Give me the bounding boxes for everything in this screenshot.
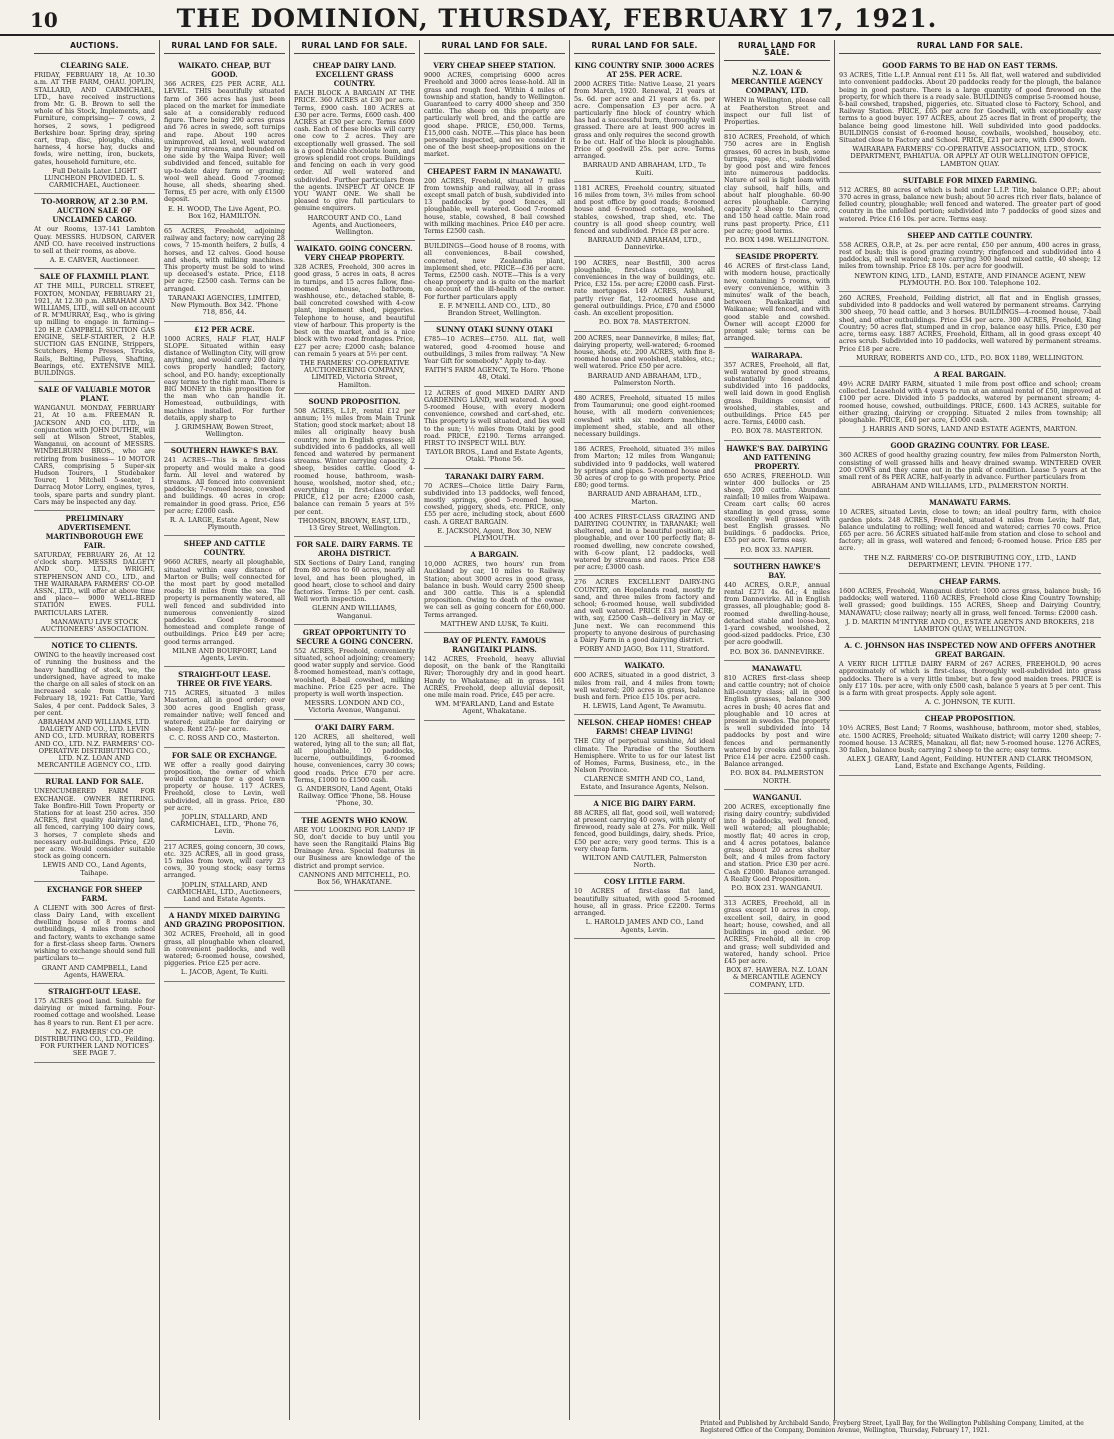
ad-headline: TARANAKI DAIRY FARM. — [445, 471, 544, 481]
ad-headline: FOR SALE. DAIRY FARMS. TE AROHA DISTRICT. — [296, 540, 413, 559]
ad-headline: GREAT OPPORTUNITY TO SECURE A GOING CONCERN. — [296, 627, 413, 646]
classified-ad — [294, 720, 415, 813]
ad-advertiser: GRANT AND CAMPBELL, Land Agents, HAWERA. — [41, 963, 148, 979]
classified-ad — [34, 194, 155, 269]
classified-ad — [574, 392, 715, 443]
column-heading: RURAL LAND FOR SALE. — [724, 40, 830, 61]
classified-ad — [574, 332, 715, 392]
classified-ad — [294, 394, 415, 537]
ad-headline: WAIKATO. GOING CONCERN. VERY CHEAP PROPERTY. — [296, 244, 413, 263]
ad-advertiser: BARRAUD AND ABRAHAM, LTD., Te Kuiti. — [582, 161, 707, 177]
classified-ad — [724, 131, 830, 249]
ad-headline: O'AKI DAIRY FARM. — [314, 722, 395, 732]
column-4 — [420, 40, 570, 1420]
ad-body-text: 142 ACRES, Freehold, heavy alluvial deposit, on the bank of the Rangitaiki River; Thoroughly dry and in good heart. Handy to Whakatane; all in grass. 161 ACRES, Freehold, deep alluvial deposit, one mile main road. Price, £45 per acre. — [424, 655, 565, 700]
ad-body-text: At our Rooms, 137-141 Lambton Quay. MESSRS. HUDSON, CARVER AND CO. have received instructions to sell at their rooms, as above. — [34, 225, 155, 256]
classified-ad — [724, 790, 830, 897]
ad-headline: SALE OF FLAXMILL PLANT. — [39, 272, 150, 282]
ad-advertiser: THOMSON, BROWN, EAST, LTD., 13 Grey Street, Wellington. — [298, 516, 411, 532]
ad-body-text: 558 ACRES, O.R.P., at 2s. per acre rental, £50 per annum, 400 acres in grass, rest of bush; this is good grazing country; ringfenced and subdivided into 4 paddocks, all well watered; now carrying 300 head mixed cattle, 40 sheep; 12 miles from township. Price £8 10s. per acre for goodwill. — [839, 240, 1101, 271]
classified-ad — [34, 882, 155, 984]
ad-advertiser: JOPLIN, STALLARD, AND CARMICHAEL, LTD., Auctioneers, Land and Estate Agents. — [167, 880, 282, 904]
ad-advertiser: R. A. LARGE, Estate Agent, New Plymouth. — [169, 515, 280, 532]
ad-body-text: 313 ACRES, Freehold, all in grass except 10 acres in crop, excellent soil, dairy, in good heart; house, cowshed, and all buildings in good order. 96 ACRES, Freehold, all in crop and grass; well subdivided and watered, handy school. Price £45 per acre. — [724, 899, 830, 965]
classified-ad — [574, 658, 715, 715]
ad-headline: STRAIGHT-OUT LEASE. THREE OR FIVE YEARS. — [176, 670, 273, 689]
classified-ad — [294, 241, 415, 393]
classified-ad — [424, 58, 565, 163]
classified-ad — [424, 387, 565, 469]
ad-advertiser: BARRAUD AND ABRAHAM, LTD., Palmerston North. — [587, 371, 702, 387]
ad-advertiser: TAYLOR BROS., Land and Estate Agents, Otaki. 'Phone 56. — [425, 448, 564, 464]
ad-body-text: 217 ACRES, going concern, 30 cows, etc. 325 ACRES, all in good grass, 15 miles from town, will carry 23 cows, 30 young stock; easy terms arranged. — [164, 842, 285, 880]
ad-advertiser: HARCOURT AND CO., Land Agents, and Auctioneers, Wellington. — [307, 213, 402, 237]
column-heading: RURAL LAND FOR SALE. — [574, 40, 715, 54]
ad-advertiser: P.O. BOX 84. PALMERSTON NORTH. — [730, 769, 824, 785]
ad-advertiser: TARANAKI AGENCIES, LIMITED, New Plymouth. Box 342. 'Phone 718, 856, 44. — [168, 293, 281, 317]
ad-body-text: 9660 ACRES, nearly all ploughable, situated within easy distance of Marton or Bulls; well connected for the most part by good metalled roads; 18 miles from the sea. The property is permanently watered, all well fenced and subdivided into numerous conveniently sized paddocks. Good 8-roomed homestead and complete range of outbuildings. Price £49 per acre; good terms arranged. — [164, 558, 285, 646]
ad-advertiser: CANNONS AND MITCHELL, P.O. Box 56, WHAKATANE. — [298, 870, 411, 887]
classified-ad — [839, 495, 1101, 574]
ad-body-text: 10½ ACRES, Best Land; 7 Rooms, washhouse, bathroom, motor shed, stables, etc. 1500 ACRES, Freehold; situated Waikato district; will carry 1200 sheep; 7-roomed house. 13 ACRES, Manakau, all flat; new 5-roomed house. 1276 ACRES, 30 fallen, balance bush; carrying 2 sheep to the acre; easy terms. — [839, 724, 1101, 755]
ad-headline: A. C. JOHNSON HAS INSPECTED NOW AND OFFERS ANOTHER GREAT BARGAIN. — [844, 641, 1096, 660]
ad-advertiser: N.Z. FARMERS' CO-OP. DISTRIBUTING CO., LTD., Feilding. FOR FURTHER LAND NOTICES SEE PAGE 7. — [34, 1027, 155, 1058]
ad-body-text: 10 ACRES, situated Levin, close to town; an ideal poultry farm, with choice garden plots. 248 ACRES, Freehold, situated 4 miles from Levin; half flat, balance undulating to rolling; well fenced and watered; carries 70 cows. Price £65 per acre. 56 ACRES situated half-mile from station and close to school and factory; all in grass, well watered and fenced; 6-roomed house. Price £85 per acre. — [839, 508, 1101, 553]
ad-body-text: 1600 ACRES, Freehold, Wanganui district: 1000 acres grass, balance bush; 16 paddocks; well watered. 1160 ACRES, Freehold close King Country Township; well grassed; good buildings. 155 ACRES, Sheep and Dairying Country, MANAWATU; close railway; nearly all in grass, well fenced. Terms: £2000 cash. — [839, 586, 1101, 617]
ad-headline: KING COUNTRY SNIP. 3000 ACRES AT 25S. PER ACRE. — [574, 61, 715, 80]
classified-ad — [34, 58, 155, 194]
ad-advertiser: ALEX J. GEARY, Land Agent, Feilding. HUNTER AND CLARK THOMSON, Land, Estate and Exchange Agents, Feilding. — [847, 755, 1093, 771]
ad-headline: COSY LITTLE FARM. — [603, 877, 686, 887]
classified-ad — [34, 382, 155, 511]
ad-advertiser: MILNE AND BOURFORT, Land Agents, Levin. — [172, 646, 277, 663]
column-6 — [720, 40, 835, 1420]
ad-body-text: 200 ACRES, exceptionally fine rising dairy country; subdivided into 8 paddocks, well fenced, well watered; all ploughable; mostly flat; 40 acres in crop, and 4 acres potatoes, balance grass; about 20 acres shelter belt, and 4 miles from factory and station. Price £30 per acre. Cash £2000. Balance arranged. A Really Good Proposition. — [724, 802, 830, 883]
ad-body-text: EACH BLOCK A BARGAIN AT THE PRICE. 360 ACRES at £30 per acre. Terms, £900 cash. 180 ACRES at £30 per acre. Terms, £600 cash. 400 ACRES at £30 per acre. Terms £600 cash. Each of these blocks will carry one cow to 2 acres. They are exceptionally well grassed. The soil is a good friable chocolate loam, and grows splendid root crops. Buildings and fencing on each in very good order. All well watered and subdivided. Further particulars from the agents. INSPECT AT ONCE IF YOU WANT ONE. We shall be pleased to give full particulars to genuine enquirers. — [294, 89, 415, 213]
classified-ad — [839, 438, 1101, 495]
ad-body-text: 200 ACRES, Freehold, situated 7 miles from township and railway, all in grass except small patch of bush, subdivided into 13 paddocks by good fences, all ploughable, well watered. Good 7-roomed house, stable, cowshed, 8 bail cowshed with milking machines. Price £40 per acre. Terms £2500 cash. — [424, 176, 565, 236]
classified-ad — [839, 173, 1101, 228]
ad-body-text: BUILDINGS—Good house of 8 rooms, with all conveniences, 8-bail cowshed, concreted, new Zealandia plant, implement shed, etc. PRICE—£36 per acre. Terms, £2500 cash. NOTE—This is a very cheap property and is quite on the market on account of the ill-health of the owner. For further particulars apply — [424, 242, 565, 301]
ad-advertiser: BOX 87. HAWERA. N.Z. LOAN & MERCANTILE AGENCY COMPANY, LTD. — [726, 966, 828, 989]
ad-headline: SUITABLE FOR MIXED FARMING. — [902, 175, 1038, 185]
classified-ad — [839, 574, 1101, 638]
ad-advertiser: MANAWATU LIVE STOCK AUCTIONEERS' ASSOCIATION. — [40, 617, 149, 633]
classified-ad — [294, 813, 415, 892]
ad-headline: CLEARING SALE. — [60, 61, 129, 71]
ad-body-text: WHEN in Wellington, please call at Featherston Street and inspect our full list of Properties. — [724, 96, 830, 127]
classified-ad — [574, 58, 715, 182]
ad-body-text: 366 ACRES, £25 PER ACRE, ALL LEVEL. THIS beautifully situated farm of 366 acres has just been placed on the market for immediate sale at a considerably reduced figure. There being 290 acres grass and 76 acres in swede, soft turnips and rape. About 190 acres unimproved, all level, well watered by running streams, and bounded on one side by the Waipa River; well subdivided and fenced, suitable for up-to-date dairy farm or grazing; wool well ahead. Good 7-roomed house, all sheds, shearing shed. Terms, £5 per acre, with only £1500 deposit. — [164, 80, 285, 204]
ad-headline: SEASIDE PROPERTY. — [735, 252, 819, 262]
ad-body-text: 357 ACRES, Freehold, all flat, well watered by good streams, substantially fenced and subdivided into 16 paddocks, well laid down in good English grass. Buildings consist of woolshed, stables, and outbuildings. Price £45 per acre. Terms, £4000 cash. — [724, 360, 830, 427]
ad-body-text: SATURDAY, FEBRUARY 26, At 12 o'clock sharp. MESSRS DALGETY AND CO., LTD., WRIGHT, STEPHENSON AND CO., LTD., and THE WAIRARAPA FARMERS' CO-OP. ASSN., LTD., will offer at above time and place— 9000 WELL-BRED STATION EWES. FULL PARTICULARS LATER. — [34, 550, 155, 617]
ad-headline: SOUTHERN HAWKE'S BAY. — [170, 446, 279, 456]
classified-ad — [574, 443, 715, 511]
ad-body-text: 328 ACRES, Freehold, 300 acres in good grass, 5 acres in oats, 8 acres in turnips, and 15 acres fallow, fine-roomed house, bathroom, washhouse, etc., detached stable, 8-bail concreted cowshed with 4-cow plant, implement shed, piggeries. Telephone to house, and beautiful view of harbour. This property is the best on the market, and is a nice block with two road frontages. Price, £27 per acre; £2000 cash; balance can remain 5 years at 5½ per cent. — [294, 263, 415, 358]
ad-advertiser: WM. M'FARLAND, Land and Estate Agent, Whakatane. — [435, 700, 554, 716]
ad-headline: CHEAP DAIRY LAND. EXCELLENT GRASS COUNTRY. — [312, 61, 397, 89]
ad-body-text: 190 ACRES, near Bestfill, 300 acres ploughable, first-class country, all conveniences in the way of buildings, etc. Price, £32 15s. per acre; £2000 cash. First-rate mortgages. 149 ACRES, Ashhurst, partly river flat, 12-roomed house and general outbuildings. Price, £70 and £5000 cash. An excellent proposition. — [574, 258, 715, 318]
ad-body-text: 650 ACRES, FREEHOLD. Will winter 400 bullocks or 25 sheep, 200 cattle. Abundant rainfall; 10 miles from Waipawa. Cream cart calls; 60 acres standing in good grass, some excellently well grassed with best English grasses. No buildings. 6 paddocks. Price, £55 per acre. Terms easy. — [724, 471, 830, 545]
ad-advertiser: MURRAY, ROBERTS AND CO., LTD., P.O. BOX 1189, WELLINGTON. — [856, 353, 1084, 362]
ad-advertiser: LEWIS AND CO., Land Agents, Taihape. — [42, 861, 147, 877]
classified-ad — [574, 257, 715, 332]
ad-advertiser: P.O. BOX 33. NAPIER. — [740, 545, 814, 554]
ad-body-text: 276 ACRES EXCELLENT DAIRY-ING COUNTRY, on Hopelands road, mostly fir sand, and three miles from factory and school; 6-roomed house, well subdivided and well watered. PRICE £33 per ACRE, with, say, £2500 Cash—delivery in May or June next. We can recommend this property to anyone desirous of purchasing a Dairy Farm in a good dairying district. — [574, 578, 715, 645]
classified-ad — [724, 897, 830, 993]
classified-ad — [839, 638, 1101, 711]
classified-ad — [164, 908, 285, 981]
ad-advertiser: BARRAUD AND ABRAHAM, LTD., Marton. — [587, 490, 702, 506]
ad-headline: N.Z. LOAN & MERCANTILE AGENCY COMPANY, LTD. — [731, 68, 823, 96]
classified-ad — [424, 240, 565, 322]
ad-headline: WAIKATO. CHEAP, BUT GOOD. — [178, 61, 271, 80]
classified-ad — [574, 796, 715, 875]
classified-ad — [839, 228, 1101, 292]
ad-headline: CHEAP FARMS. — [939, 576, 1001, 586]
ad-headline: WANGANUI. — [752, 792, 802, 802]
ad-body-text: 93 ACRES, Title L.I.P. Annual rent £11 5s. All flat, well watered and subdivided into convenient paddocks. About 20 paddocks ready for the plough, the balance being in good pasture. There is a large quantity of good firewood on the property, for which there is a ready sale. BUILDINGS comprise 5-roomed house, 6-bail cowshed, trapshed, piggeries, etc. Situated close to Factory, School, and Railway Station. PRICE, £65 per acre for Goodwill, with exceptionally easy terms to a good buyer. 197 ACRES, about 25 acres flat in front of property, the balance being good limestone hill. Well subdivided into good paddocks. BUILDINGS consist of 6-roomed house, cowbails, woolshed, houseboy, etc. Situated close to Factory and School. PRICE, £21 per acre, with £900 down. — [839, 71, 1101, 145]
ad-body-text: WE offer a really good dairying proposition, the owner of which would exchange for a good town property or house. 117 ACRES, Freehold, close to Levin, well subdivided, all in grass. Price, £80 per acre. — [164, 760, 285, 812]
ad-advertiser: E. F. M'NEILL AND CO., LTD., 80 Brandon Street, Wellington. — [438, 301, 551, 318]
ad-advertiser: A. C. JOHNSON, TE KUITI. — [924, 698, 1016, 707]
ad-headline: GOOD GRAZING COUNTRY. FOR LEASE. — [890, 441, 1050, 451]
ad-body-text: 46 ACRES of first-class Land, with modern house, practically new, containing 5 rooms, with every convenience, within 3 minutes' walk of the beach, between Paekakariki and Waikanae; well fenced, and with good stable and cowshed. Owner will accept £2000 for prompt sale; terms can be arranged. — [724, 262, 830, 343]
ad-headline: TO-MORROW, AT 2.30 P.M. AUCTION SALE OF UNCLAIMED CARGO. — [41, 197, 148, 225]
ad-body-text: 810 ACRES first-class sheep and cattle country; not of choice hill-country class; all in good English grasses, balance 300 acres in bush; 40 acres flat and ploughable and 10 acres at present in swedes. The property is well subdivided into 14 paddocks by post and wire fences and permanently watered by creeks and springs. Price £14 per acre. £2500 cash. Balance arranged. — [724, 673, 830, 769]
ad-body-text: 810 ACRES, Freehold, of which 750 acres are in English grasses, 60 acres in bush, some turnips, rape, etc., subdivided by good post and wire fences into numerous paddocks. Nature of soil is light loam with clay subsoil, half hills, and about half ploughable. 60-90 acres ploughable. Carrying capacity 2 sheep to the acre, and 150 head cattle. Main road runs past property. Price, £11 per acre; good terms. — [724, 133, 830, 235]
classified-ad — [574, 576, 715, 658]
classified-ad — [34, 774, 155, 881]
ad-headline: WAIKATO. — [624, 661, 665, 671]
column-3 — [290, 40, 420, 1420]
classified-ad — [164, 667, 285, 747]
ad-body-text: SIX Sections of Dairy Land, ranging from 80 acres to 60 acres, nearly all level, and has been ploughed, in good heart, close to school and dairy factories. Terms: 15 per cent. cash. Well worth inspection. — [294, 559, 415, 604]
classified-ad — [724, 348, 830, 441]
classified-ad — [164, 322, 285, 444]
ad-body-text: 65 ACRES, Freehold, adjoining railway and factory; now carrying 28 cows, 7 15-month heifers, 2 bulls, 4 horses, and 12 calves. Good house and sheds, with milking machines. This property must be sold to wind up deceased's estate. Price, £118 per acre; £2500 cash. Terms can be arranged. — [164, 227, 285, 293]
ad-headline: THE AGENTS WHO KNOW. — [301, 815, 408, 825]
ad-body-text: 9000 ACRES, comprising 6000 acres Freehold and 3000 acres lease-hold. All in grass and rough feed. Within 4 miles of township and station, handy to Wellington. Guaranteed to carry 4000 sheep and 350 cattle. The sheep on this property are particularly well bred, and the cattle are good shape. PRICE, £50,000. Terms, £15,000 cash. NOTE.—This place has been personally inspected, and we consider it one of the best sheep-propositions on the market. — [424, 71, 565, 159]
ad-advertiser: Full Details Later. LIGHT LUNCHEON PROVIDED. L. S. CARMICHAEL, Auctioneer. — [44, 166, 145, 190]
ad-body-text: 175 ACRES good land. Suitable for dairying or mixed farming. Four-roomed cottage and woolshed. Lease has 8 years to run. Rent £1 per acre. — [34, 996, 155, 1027]
ad-headline: PRELIMINARY ADVERTISEMENT. MARTINBOROUGH EWE FAIR. — [45, 513, 144, 550]
ad-advertiser: A. E. CARVER, Auctioneer. — [49, 256, 140, 265]
ad-body-text: £785—10 ACRES—£750. ALL flat, well watered, good 4-roomed house and outbuildings, 3 miles from railway. "A New Year Gift for somebody." Apply to-day. — [424, 335, 565, 365]
classified-ad — [574, 874, 715, 938]
classified-ad — [839, 292, 1101, 367]
ad-advertiser: C. C. ROSS AND CO., Masterton. — [169, 734, 280, 743]
column-1 — [30, 40, 160, 1420]
classified-ad — [424, 547, 565, 633]
classified-ad — [574, 511, 715, 577]
ad-headline: A REAL BARGAIN. — [933, 369, 1007, 379]
ad-body-text: 508 ACRES, L.I.P., rental £12 per annum; 1½ miles from Main Trunk Station; good stock market; about 18 miles all originally heavy bush country, now in English grasses; all subdivided into 6 paddocks, all well fenced and watered by permanent streams. Winter carrying capacity, 2 sheep, besides cattle. Good 4-roomed house, bathroom, wash-house, woolshed, motor shed, etc.; everything in first-class order. PRICE, £12 per acre; £2000 cash, balance can remain 5 years at 5½ per cent. — [294, 406, 415, 516]
ad-advertiser: WILTON AND CAUTLER, Palmerston North. — [582, 854, 707, 870]
ad-headline: SUNNY OTAKI SUNNY OTAKI — [436, 325, 553, 335]
ad-headline: VERY CHEAP SHEEP STATION. — [433, 61, 556, 71]
ad-advertiser: P.O. BOX 78. MASTERTON. — [731, 427, 823, 436]
ad-body-text: A CLIENT with 300 Acres of first-class Dairy Land, with excellent dwelling house of 8 rooms and outbuildings, 4 miles from school and factory, wants to exchange same for a first-class sheep farm. Owners wishing to exchange should send full particulars to— — [34, 903, 155, 963]
ad-headline: SALE OF VALUABLE MOTOR PLANT. — [38, 385, 151, 404]
classified-ad — [724, 661, 830, 790]
ad-advertiser: L. HAROLD JAMES AND CO., Land Agents, Levin. — [585, 918, 704, 934]
ad-body-text: AT THE MILL, PURCELL STREET, FOXTON, MONDAY, FEBRUARY 21, 1921, At 12.30 p.m. ABRAHAM AND WILLIAMS, LTD., will sell on account of R. M'MURRAY, Esq., who is giving up milling to engage in farming— 120 H.P. CAMPBELL SUCTION GAS ENGINE, SELF-STARTER, 2 H.P. SUCTION GAS ENGINE, Strippers, Scutchers, Hemp Presses, Trucks, Rails, Belting, Pulleys, Shafting, Bearings, etc. EXTENSIVE MILL BUILDINGS. — [34, 282, 155, 377]
ad-body-text: 302 ACRES, Freehold, all in good grass, all ploughable when cleared, in convenient paddocks, and well watered; 6-roomed house, cowshed, piggeries. Price £25 per acre. — [164, 930, 285, 968]
classified-ad — [424, 164, 565, 241]
ad-body-text: 12 ACRES of good MIXED DAIRY AND GARDENING LAND, well watered. A good 5-roomed House, with every modern convenience, cowshed and cart-shed, etc. This property is well situated, and lies well to the sun; 1½ miles from Otaki by good road. PRICE, £2190. Terms arranged. FIRST TO INSPECT WILL BUY. — [424, 388, 565, 447]
classified-ad — [574, 715, 715, 795]
classified-ad — [164, 443, 285, 536]
classified-ad — [724, 65, 830, 131]
masthead — [0, 0, 1114, 36]
ad-advertiser: E. H. WOOD, The Live Agent, P.O. Box 162, HAMILTON. — [168, 204, 281, 220]
ad-body-text: WANGANUI. MONDAY, FEBRUARY 21, At 10 a.m. FREEMAN R. JACKSON AND CO., LTD., in conjunction with JOHN DUTHIE, will sell at Wilson Street, Stables, Wanganui, on account of MESSRS. WINDELBURN BROS., who are retiring from business— 10 MOTOR CARS, comprising 5 Super-six Hudson Tourers, 1 Studebaker Tourer, 1 Mitchell 5-seater, 1 Darracq Motor Lorry, engines, tyres, tools, spare parts and sundry plant. Cars may be inspected any day. — [34, 404, 155, 506]
page-columns — [30, 40, 1105, 1420]
ad-headline: NELSON. CHEAP HOMES! CHEAP FARMS! CHEAP LIVING! — [577, 718, 712, 737]
ad-headline: SHEEP AND CATTLE COUNTRY. — [907, 230, 1033, 240]
ad-headline: A HANDY MIXED DAIRYING AND GRAZING PROPOSITION. — [164, 911, 285, 930]
ad-headline: GOOD FARMS TO BE HAD ON EAST TERMS. — [882, 61, 1058, 71]
ad-body-text: 440 ACRES, O.R.P., annual rental £271 4s. 6d.; 4 miles from Dannevirke. All in English grasses, all ploughable; good 8-roomed dwelling-house, detached stable and loose-box, 1-yard cowshed, woolshed, 2 good-sized paddocks. Price, £30 per acre goodwill. — [724, 580, 830, 647]
ad-body-text: 70 ACRES—Choice little Dairy Farm, subdivided into 13 paddocks, well fenced, mostly springs, good 5-roomed house, cowshed, piggery, sheds, etc. PRICE, only £55 per acre, including stock, about £600 cash. A GREAT BARGAIN. — [424, 481, 565, 526]
classified-ad — [424, 633, 565, 721]
ad-headline: SOUND PROPOSITION. — [308, 396, 401, 406]
ad-advertiser: GLENN AND WILLIAMS, Wanganui. — [312, 604, 397, 620]
ad-body-text: THE City of perpetual sunshine, Ad ideal climate. The Paradise of the Southern Hemisphere. Write to us for our latest list of Homes, Farms, Business, etc., in the Nelson Province. — [574, 737, 715, 775]
ad-advertiser: P.O. BOX 36. DANNEVIRKE. — [729, 647, 825, 656]
ad-advertiser: FORBY AND JAGO, Box 111, Stratford. — [579, 645, 710, 654]
ad-advertiser: ABRAHAM AND WILLIAMS, LTD. DALGETY AND CO., LTD. LEVIN AND CO., LTD. MURRAY, ROBERTS AND CO., LTD. N.Z. FARMERS' CO-OPERATIVE DISTRIBUTING CO., LTD. N.Z. LOAN AND MERCANTILE AGENCY CO., LTD. — [34, 718, 155, 770]
ad-body-text: 552 ACRES, Freehold, conveniently situated, school adjoining; creamery; good water supply and service. Good 8-roomed homestead, man's cottage, woolshed, 8-bail cowshed, milking machine. Price £25 per acre. The property is well worth inspection. — [294, 646, 415, 699]
classified-ad — [34, 511, 155, 638]
ad-advertiser: JOPLIN, STALLARD, AND CARMICHAEL, LTD., 'Phone 76, Levin. — [170, 813, 279, 836]
page-number: 10 — [30, 8, 58, 32]
classified-ad — [34, 269, 155, 382]
ad-headline: EXCHANGE FOR SHEEP FARM. — [46, 884, 143, 903]
ad-advertiser: P.O. BOX 78. MASTERTON. — [598, 318, 691, 327]
ad-advertiser: P.O. BOX 1498. WELLINGTON. — [725, 236, 829, 245]
ad-headline: MANAWATU. — [751, 663, 803, 673]
ad-body-text: 49½ ACRE DAIRY FARM, situated 1 mile from post office and school; cream collected. Leasehold with 4 years to run at an annual rental of £50, improved at £100 per acre. Divided into 5 paddocks, watered by permanent stream; 4-roomed house, cowshed, outbuildings. PRICE, £600. 143 ACRES, suitable for either grazing, dairying or cropping. Situated 2 miles from township; all ploughable. PRICE, £40 per acre, £1000 cash. — [839, 379, 1101, 424]
classified-ad — [424, 469, 565, 548]
ad-body-text: 241 ACRES—This is a first-class property and would make a good farm. All level and watered by streams. All fenced into convenient paddocks; 7-roomed house, cowshed and buildings. 40 acres in crop; remainder in good grass. Price, £56 per acre; £2000 cash. — [164, 456, 285, 515]
classified-ad — [294, 58, 415, 241]
column-7 — [835, 40, 1105, 1420]
classified-ad — [424, 322, 565, 386]
classified-ad — [164, 748, 285, 841]
classified-ad — [34, 638, 155, 774]
classified-ad — [574, 182, 715, 257]
ad-advertiser: J. GRIMSHAW, Bowen Street, Wellington. — [175, 422, 274, 439]
ad-body-text: UNENCUMBERED FARM FOR EXCHANGE. OWNER RETIRING. Take Bonfire-Hill Town Property or Stations for at least 250 acres. 350 ACRES, first quality dairying land, all fenced, carrying 100 dairy cows, 3 horses, 7 complete sheds and necessary out-buildings. Price, £20 per acre. Would consider suitable stock as going concern. — [34, 787, 155, 861]
column-heading: RURAL LAND FOR SALE. — [294, 40, 415, 54]
ad-body-text: 1000 ACRES, HALF FLAT, HALF SLOPE. Situated within easy distance of Wellington City, will grow anything, and would carry 200 dairy cows properly handled; factory, school, and P.O. handy; exceptionally easy terms to the right man. There is BIG MONEY in this proposition for the man who can handle it. Homestead, outbuildings, with machines installed. For further details, apply sharp to — [164, 334, 285, 422]
column-heading: RURAL LAND FOR SALE. — [839, 40, 1101, 54]
ad-headline: BAY OF PLENTY. FAMOUS RANGITAIKI PLAINS. — [442, 636, 547, 654]
classified-ad — [839, 58, 1101, 173]
ad-advertiser: WAIRARAPA FARMERS' CO-OPERATIVE ASSOCIATION, LTD., STOCK DEPARTMENT, PAHIATUA. OR APPLY AT OUR WELLINGTON OFFICE, LAMBTON QUAY. — [850, 145, 1090, 168]
ad-headline: STRAIGHT-OUT LEASE. — [48, 986, 141, 996]
classified-ad — [164, 841, 285, 909]
ad-body-text: 1181 ACRES, Freehold country, situated 16 miles from town, 3½ miles from school and post office by good roads; 8-roomed house and 6-roomed cottage, woolshed, stables, cowshed, trap shed, etc. The country is all good sheep country, well fenced and subdivided. Price £8 per acre. — [574, 183, 715, 236]
ad-advertiser: BARRAUD AND ABRAHAM, LTD., Dannevirke. — [587, 236, 702, 252]
column-heading: RURAL LAND FOR SALE. — [424, 40, 565, 54]
ad-body-text: 10,000 ACRES, two hours' run from Auckland by car, 10 miles to Railway Station; about 3000 acres in good grass, balance in bush. Would carry 2500 sheep and 300 cattle. This is a splendid proposition. Owing to death of the owner we can sell as going concern for £60,000. Terms arranged. — [424, 560, 565, 619]
ad-headline: FOR SALE OR EXCHANGE. — [171, 750, 278, 760]
ad-headline: SOUTHERN HAWKE'S BAY. — [733, 561, 821, 580]
ad-body-text: 200 ACRES, near Dannevirke, 8 miles; flat, dairying property, well-watered; 6-roomed house, sheds, etc. 200 ACRES, with fine 8-roomed house and woolshed, stables, etc.; well watered. Price £50 per acre. — [574, 333, 715, 371]
ad-advertiser: G. ANDERSON, Land Agent, Otaki Railway. Office 'Phone, 58. House 'Phone, 30. — [296, 785, 413, 808]
ad-body-text: 260 ACRES, Freehold, Feilding district, all flat and in English grasses, subdivided into 8 paddocks and well watered by permanent streams. Carrying 300 sheep, 70 head cattle, and 3 horses. BUILDINGS—4-roomed house, 7-bail shed, and other outbuildings. Price £34 per acre. 300 ACRES, Freehold, King Country; 50 acres flat, stumped and in crop, balance easy hills. Price, £30 per acre, terms easy. 1887 ACRES, Freehold, Eltham, all in good grass except 40 acres scrub. Subdivided into 10 paddocks, well watered by permanent streams. Price £18 per acre. — [839, 294, 1101, 353]
ad-body-text: 360 ACRES of good healthy grazing country, few miles from Palmerston North, consisting of well grassed hills and heavy drained swamp. WINTERED OVER 200 COWS and they came out in the pink of condition. Lease 5 years at the small rent of 8s PER ACRE, half-yearly in advance. Further particulars from — [839, 451, 1101, 481]
ad-body-text: 10 ACRES of first-class flat land, beautifully situated, with good 5-roomed house, all in grass. Price £2200. Terms arranged. — [574, 887, 715, 918]
ad-body-text: 600 ACRES, situated in a good district, 3 miles from rail, and 4 miles from town; well watered; 200 acres in grass, balance bush and fern. Price £15 10s. per acre. — [574, 671, 715, 702]
ad-headline: A NICE BIG DAIRY FARM. — [593, 798, 696, 808]
ad-body-text: OWING to the heavily increased cost of running the business and the heavy handling of stock, we, the undersigned, have agreed to make the charge on all sales of stock on an increased scale from Thursday, February 18, 1921: Fat Cattle, Yard Sales, 4 per cent. Paddock Sales, 3 per cent. — [34, 651, 155, 717]
ad-headline: RURAL LAND FOR SALE. — [45, 777, 144, 787]
classified-ad — [724, 441, 830, 559]
ad-advertiser: P.O. BOX 231. WANGANUI. — [731, 884, 823, 893]
ad-advertiser: CLARENCE SMITH AND CO., Land, Estate, and Insurance Agents, Nelson. — [580, 775, 709, 791]
classified-ad — [724, 559, 830, 661]
ad-body-text: FRIDAY, FEBRUARY 18, At 10.30 a.m. AT THE FARM, OHAU. JOPLIN, STALLARD, AND CARMICHAEL, LTD., have received instructions from Mr. G. B. Brown to sell the whole of his Stock, Implements, and Furniture, comprising— 7 cows, 2 horses, 2 sows, 1 pedigreed Berkshire boar. Spring dray, spring cart, trap, disc, ploughs, chains, harness, 4 horse hay, ducks and fowls, wire netting, iron, buckets, gates, household furniture, etc. — [34, 71, 155, 166]
classified-ad — [839, 367, 1101, 438]
ad-body-text: 715 ACRES, situated 3 miles Masterton, all in good order; over 300 acres good English grass, remainder native; well fenced and watered; suitable for dairying or sheep. Rent 25/- per acre. — [164, 689, 285, 734]
classified-ad — [839, 711, 1101, 775]
ad-advertiser: FAITH'S FARM AGENCY, Te Horo. 'Phone 48, Otaki. — [424, 366, 565, 382]
ad-headline: HAWKE'S BAY. DAIRYING AND FATTENING PROPERTY. — [726, 443, 828, 471]
ad-headline: SHEEP AND CATTLE COUNTRY. — [183, 539, 266, 558]
classified-ad — [34, 984, 155, 1063]
ad-body-text: A VERY RICH LITTLE DAIRY FARM of 267 ACRES, FREEHOLD, 90 acres approximately of which is first-class, thoroughly well-subdivided into grass paddocks. There is a very little timber, but a few good maiden trees. PRICE is only £17 10s. per acre, with only £500 cash, balance 5 years at 5 per cent. This is a farm with great prospects. Apply sole agent. — [839, 660, 1101, 697]
newspaper-title: THE DOMINION, THURSDAY, FEBRUARY 17, 1921. — [176, 4, 938, 33]
ad-headline: A BARGAIN. — [470, 550, 519, 560]
ad-advertiser: NEWTON KING, LTD., LAND, ESTATE, AND FINANCE AGENT, NEW PLYMOUTH. P.O. Box 100. Telephone 102. — [854, 271, 1086, 287]
ad-headline: MANAWATU FARMS. — [929, 498, 1011, 508]
ad-body-text: 120 ACRES, all sheltered, well watered, lying all to the sun; all flat, all ploughable, 10 paddocks, lucerne, outbuildings, 6-roomed house, conveniences, carry 30 cows; good roads. Price £70 per acre. Terms, £1000 to £1500 cash. — [294, 732, 415, 784]
ad-advertiser: J. HARRIS AND SONS, LAND AND ESTATE AGENTS, MARTON. — [862, 425, 1078, 434]
classified-ad — [724, 249, 830, 347]
classified-ad — [294, 537, 415, 625]
column-heading: AUCTIONS. — [34, 40, 155, 54]
ad-advertiser: MESSRS. LONDON AND CO., Victoria Avenue, Wanganui. — [304, 699, 405, 715]
column-2 — [160, 40, 290, 1420]
ad-advertiser: THE FARMERS' CO-OPERATIVE AUCTIONEERING COMPANY, LIMITED, Victoria Street, Hamilton. — [299, 358, 410, 389]
column-5 — [570, 40, 720, 1420]
ad-advertiser: J. D. MARTIN M'INTYRE AND CO., ESTATE AGENTS AND BROKERS, 218 LAMBTON QUAY, WELLINGTON. — [845, 617, 1095, 633]
classified-ad — [164, 536, 285, 667]
ad-body-text: 186 ACRES, Freehold, situated 3½ miles from Marton; 12 miles from Wanganui; subdivided into 9 paddocks, well watered by springs and pipes. 5-roomed house and 30 acres of crop to go with property. Price £80; good terms. — [574, 445, 715, 490]
ad-body-text: 88 ACRES, all flat, good soil, well watered; at present carrying 40 cows, with plenty of firewood, ready sale at 27s. For milk. Well fenced, good buildings, dairy, sheds. Price, £50 per acre; very good terms. This is a very cheap farm. — [574, 808, 715, 853]
column-heading: RURAL LAND FOR SALE. — [164, 40, 285, 54]
ad-body-text: 512 ACRES, 80 acres of which is held under L.I.P. Title, balance O.P.P.; about 370 acres in grass, balance new bush; about 50 acres rich river flats, balance of felled country, ploughable; well fenced and watered. The greater part of good country in the unfelled portion; subdivided into 7 paddocks of good sizes and watered. Price £16 10s. per acre. Terms easy. — [839, 185, 1101, 223]
ad-body-text: 2000 ACRES Title: Native Lease, 21 years from March, 1920. Renewal, 21 years at 5s. 6d. per acre and 21 years at 6s. per acre. Compensation £3 per acre. A particularly fine block of country which has had a successful burn, thoroughly well grassed. There are at least 900 acres in grass and only requires the second growth to be cut. Half of the block is ploughable. Price of goodwill 25s. per acre. Terms arranged. — [574, 80, 715, 161]
ad-body-text: 400 ACRES FIRST-CLASS GRAZING AND DAIRYING COUNTRY, in TARANAKI; well sheltered, and in a beautiful position; all ploughable, and over 100 perfectly flat; 8-roomed dwelling, new concrete cowshed, with 6-cow plant, 12 paddocks, well watered by streams and races. Price £58 per acre; £3000 cash. — [574, 512, 715, 572]
ad-advertiser: ABRAHAM AND WILLIAMS, LTD., PALMERSTON NORTH. — [871, 482, 1069, 491]
ad-headline: £12 PER ACRE. — [194, 324, 255, 334]
ad-body-text: ARE YOU LOOKING FOR LAND? IF SO, don't decide to buy until you have seen the Rangitaiki Plains Big Drainage Area. Special features in our Business are knowledge of the district and prompt service. — [294, 825, 415, 870]
ad-advertiser: H. LEWIS, Land Agent, Te Awamutu. — [582, 702, 707, 711]
ad-advertiser: L. JACOB, Agent, Te Kuiti. — [180, 968, 269, 977]
classified-ad — [164, 225, 285, 321]
ad-headline: CHEAP PROPOSITION. — [924, 714, 1016, 724]
classified-ad — [164, 58, 285, 225]
ad-headline: CHEAPEST FARM IN MANAWATU. — [427, 166, 562, 176]
classified-ad — [294, 625, 415, 720]
ad-advertiser: MATTHEW AND LUSK, Te Kuiti. — [440, 619, 549, 628]
ad-headline: NOTICE TO CLIENTS. — [51, 641, 138, 651]
ad-headline: WAIRARAPA. — [751, 350, 803, 360]
ad-body-text: 480 ACRES, Freehold, situated 15 miles from Taumarunui; one good eight-roomed house, with all modern conveniences; cowshed with six modern machines, implement shed, stable, and all other necessary buildings. — [574, 393, 715, 438]
publisher-imprint: Printed and Published by Archibald Sando, Freyberg Street, Lyall Bay, for the Wellington Publishing Company, Limited, at the Registered Office of the Company, Dominion Avenue, Wellington, Thursday, February 17, 1921. — [700, 1420, 1084, 1434]
ad-advertiser: E. JACKSON, Agent, Box 30, NEW PLYMOUTH. — [437, 526, 552, 542]
ad-advertiser: THE N.Z. FARMERS' CO-OP. DISTRIBUTING COY., LTD., LAND DEPARTMENT, LEVIN. 'PHONE 177. — [863, 553, 1077, 569]
